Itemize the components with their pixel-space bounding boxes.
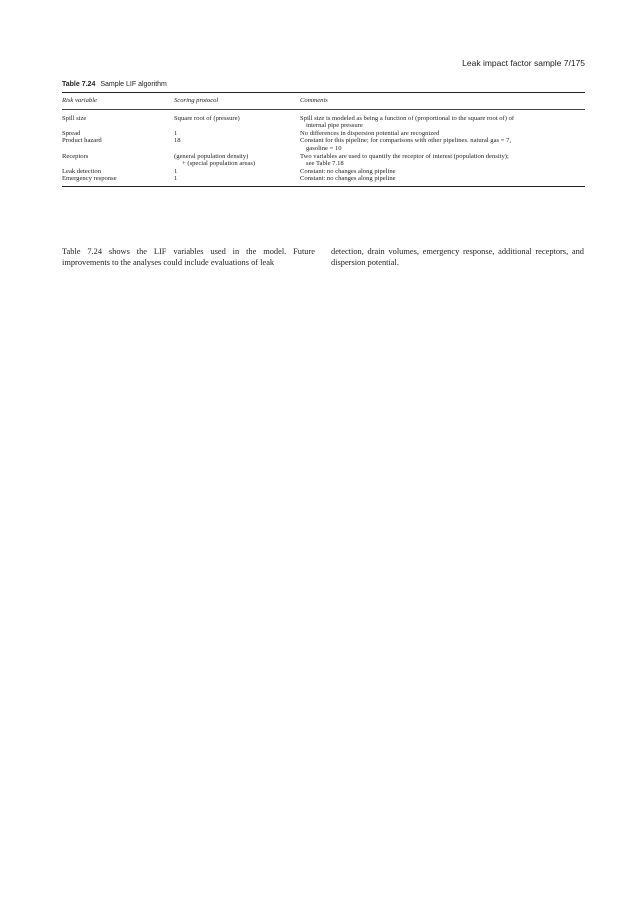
table-caption [62,81,167,88]
cell-comments: Constant: no changes along pipeline [300,167,396,175]
cell-variable: Leak detection [62,167,101,175]
cell-variable: Receptors [62,152,89,160]
cell-protocol: (general population density) + (special population areas) [174,152,256,168]
table-row [62,110,585,130]
running-head: Leak impact factor sample 7/175 [462,58,585,68]
cell-comments: Constant for this pipeline; for comparisons with other pipelines. natural gas = 7, gasoline = 10 [300,137,512,152]
cell-variable: Spread [62,129,81,137]
table-header-row [62,93,585,109]
body-text-right: detection, drain volumes, emergency response, additional receptors, and dispersion potential. [331,247,584,267]
table-number: Table 7.24 [62,81,96,88]
table-row [62,137,585,152]
cell-comments: Spill size is modeled as being a function of (proportional to the square root of) of internal pipe pressure [300,114,515,130]
header-comments: Comments [300,97,328,104]
header-scoring-protocol: Scoring protocol [174,97,219,104]
table-row [62,130,585,138]
bottom-rule [62,186,585,187]
cell-comments: Constant: no changes along pipeline [300,175,396,183]
header-risk-variable: Risk variable [62,97,97,104]
cell-protocol: 18 [174,137,181,145]
table-title: Sample LIF algorithm [100,81,167,88]
cell-variable: Emergency response [62,175,117,183]
cell-protocol: 1 [174,175,178,183]
table-row [62,168,585,176]
cell-variable: Spill size [62,114,87,122]
lif-table [62,93,585,186]
cell-variable: Product hazard [62,137,102,145]
cell-comments: Two variables are used to quantify the receptor of interest (population density); see Table 7.18 [300,152,509,168]
table-wrap [62,92,585,187]
cell-protocol: Square root of (pressure) [174,114,240,122]
cell-protocol: 1 [174,129,178,137]
table-row [62,175,585,186]
body-text-left: Table 7.24 shows the LIF variables used in the model. Future improvements to the analyses could include evaluations of leak [62,247,315,267]
cell-protocol: 1 [174,167,178,175]
table-row [62,153,585,168]
cell-comments: No differences in dispersion potential are recognized [300,129,440,137]
